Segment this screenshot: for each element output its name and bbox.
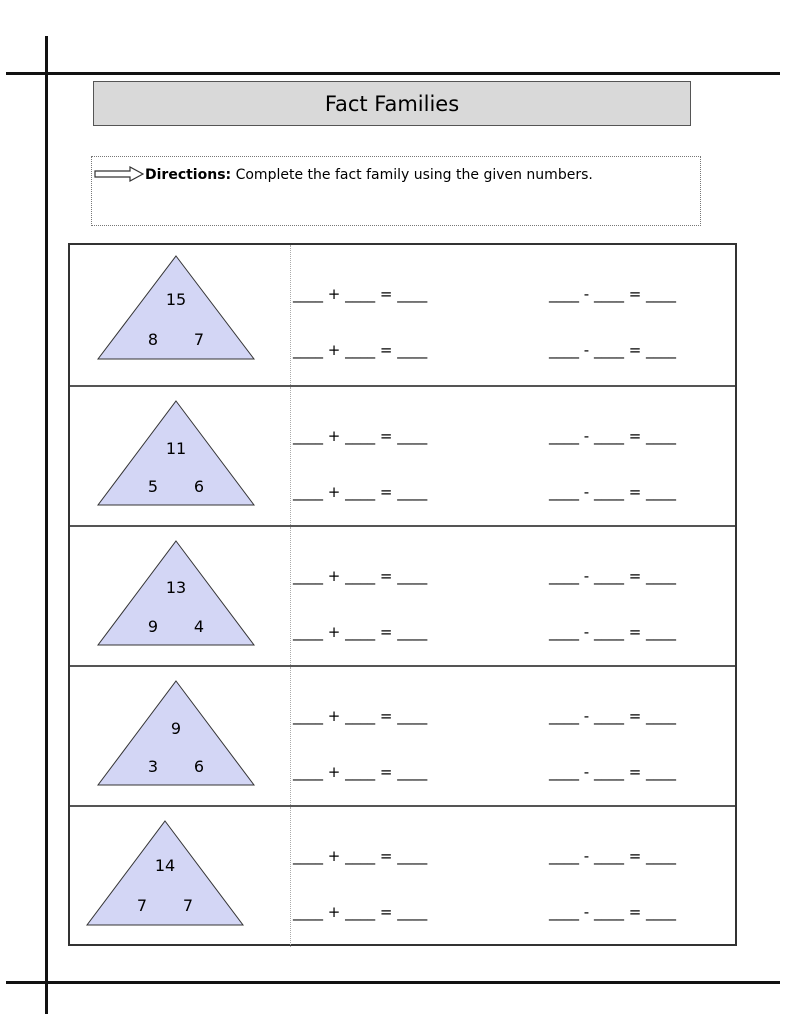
triangle-left-number: 3 [147, 757, 159, 776]
subtraction-blank[interactable]: ____ - ____ = ____ [549, 427, 677, 445]
subtraction-blank[interactable]: ____ - ____ = ____ [549, 707, 677, 725]
addition-blank[interactable]: ____ + ____ = ____ [293, 483, 428, 501]
addition-blank[interactable]: ____ + ____ = ____ [293, 763, 428, 781]
number-triangle [70, 667, 290, 807]
triangle-shape [70, 527, 290, 667]
subtraction-blank[interactable]: ____ - ____ = ____ [549, 341, 677, 359]
addition-blank[interactable]: ____ + ____ = ____ [293, 285, 428, 303]
triangle-right-number: 6 [193, 757, 205, 776]
bottom-rule [6, 981, 780, 984]
left-margin-rule [45, 36, 48, 1014]
triangle-shape [70, 807, 290, 947]
top-rule [6, 72, 780, 75]
fact-family-row [70, 245, 735, 385]
number-triangle [70, 807, 290, 947]
triangle-right-number: 7 [193, 330, 205, 349]
directions-box [91, 156, 701, 226]
addition-blank[interactable]: ____ + ____ = ____ [293, 707, 428, 725]
triangle-top-number: 9 [170, 719, 182, 738]
subtraction-blank[interactable]: ____ - ____ = ____ [549, 567, 677, 585]
subtraction-blank[interactable]: ____ - ____ = ____ [549, 483, 677, 501]
directions-text [145, 167, 593, 183]
number-triangle [70, 527, 290, 667]
column-divider [290, 807, 291, 947]
fact-family-row [70, 385, 735, 527]
triangle-right-number: 6 [193, 477, 205, 496]
column-divider [290, 667, 291, 807]
page-title [93, 81, 691, 126]
triangle-top-number: 13 [165, 578, 187, 597]
subtraction-blank[interactable]: ____ - ____ = ____ [549, 623, 677, 641]
triangle-left-number: 7 [136, 896, 148, 915]
subtraction-blank[interactable]: ____ - ____ = ____ [549, 847, 677, 865]
addition-blank[interactable]: ____ + ____ = ____ [293, 623, 428, 641]
triangle-top-number: 11 [165, 439, 187, 458]
fact-family-row [70, 805, 735, 947]
column-divider [290, 245, 291, 385]
triangle-top-number: 15 [165, 290, 187, 309]
triangle-left-number: 8 [147, 330, 159, 349]
triangle-left-number: 9 [147, 617, 159, 636]
fact-family-row [70, 665, 735, 807]
directions-label: Directions: [145, 167, 232, 183]
arrow-right-icon [94, 166, 144, 182]
page-title-text: Fact Families [324, 91, 460, 116]
number-triangle [70, 387, 290, 527]
subtraction-blank[interactable]: ____ - ____ = ____ [549, 903, 677, 921]
triangle-top-number: 14 [154, 856, 176, 875]
triangle-right-number: 7 [182, 896, 194, 915]
fact-family-table [68, 243, 737, 946]
column-divider [290, 387, 291, 527]
addition-blank[interactable]: ____ + ____ = ____ [293, 427, 428, 445]
triangle-right-number: 4 [193, 617, 205, 636]
subtraction-blank[interactable]: ____ - ____ = ____ [549, 285, 677, 303]
addition-blank[interactable]: ____ + ____ = ____ [293, 341, 428, 359]
directions-body: Complete the fact family using the given numbers. [235, 167, 593, 183]
addition-blank[interactable]: ____ + ____ = ____ [293, 903, 428, 921]
fact-family-row [70, 525, 735, 667]
column-divider [290, 527, 291, 667]
number-triangle [70, 245, 290, 385]
triangle-left-number: 5 [147, 477, 159, 496]
addition-blank[interactable]: ____ + ____ = ____ [293, 847, 428, 865]
subtraction-blank[interactable]: ____ - ____ = ____ [549, 763, 677, 781]
triangle-shape [70, 245, 290, 385]
addition-blank[interactable]: ____ + ____ = ____ [293, 567, 428, 585]
